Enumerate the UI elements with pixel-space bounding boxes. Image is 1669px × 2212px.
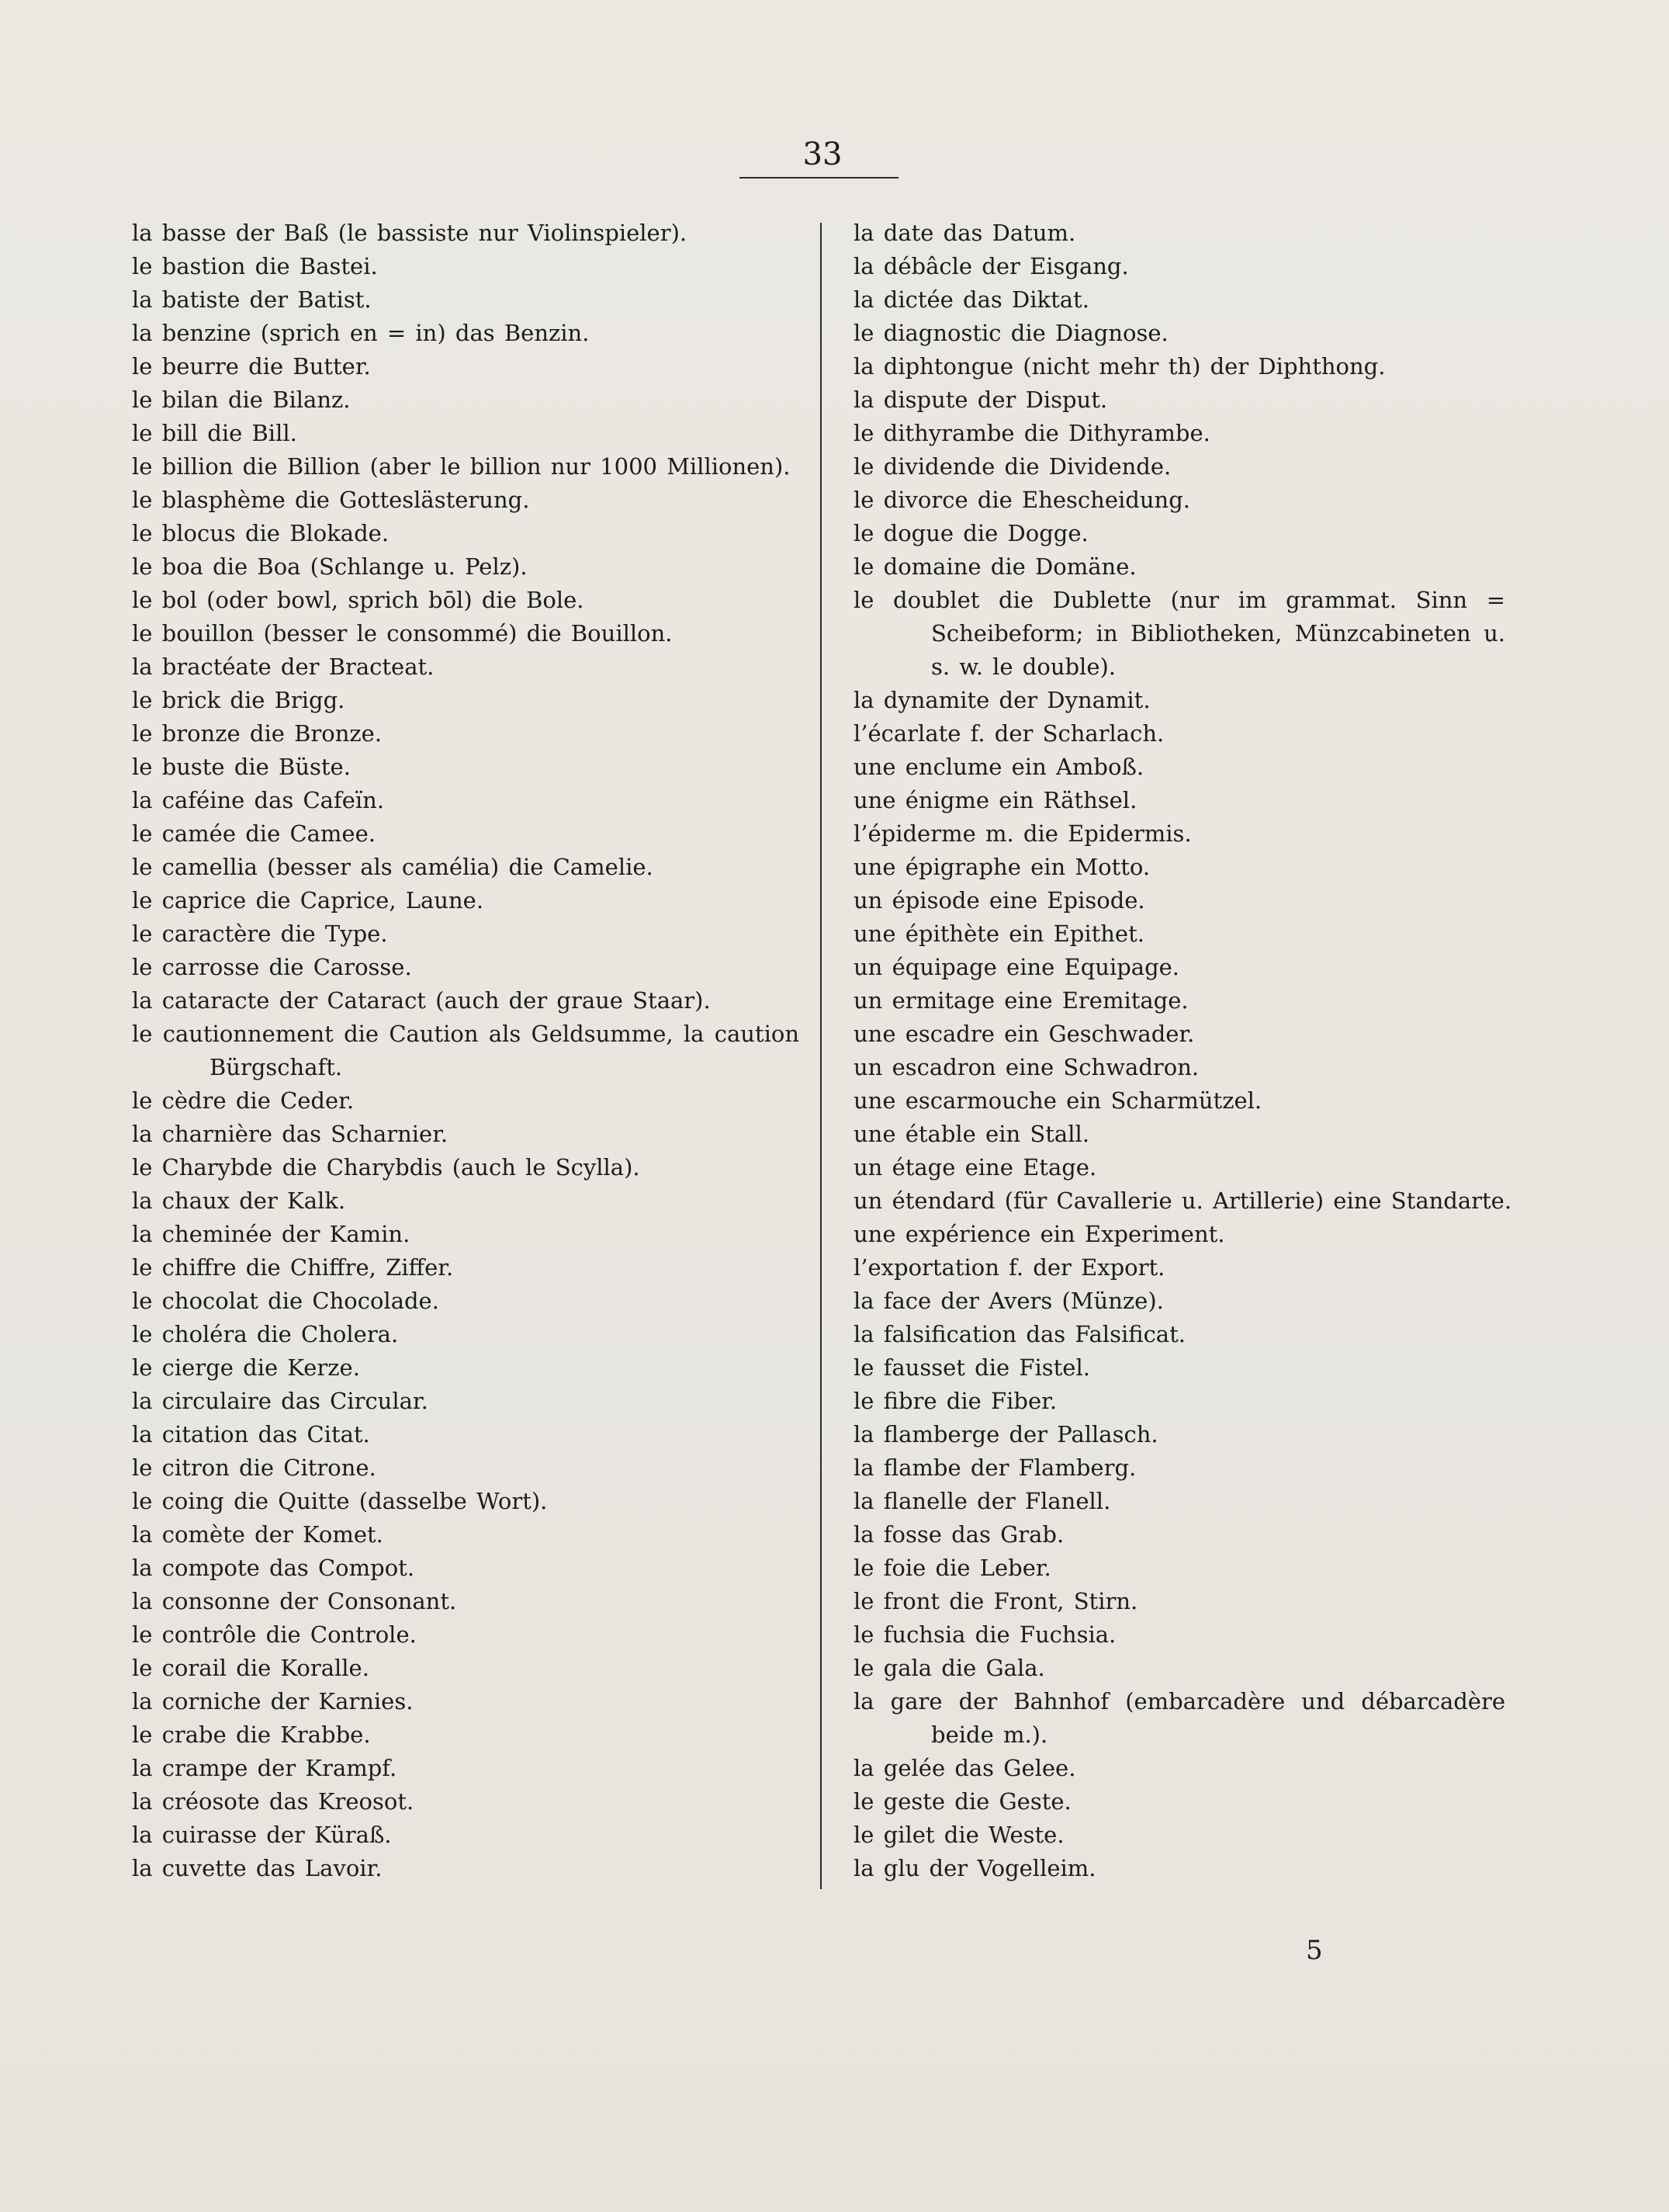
glossary-entry: la comète der Komet. <box>132 1521 383 1548</box>
glossary-entry: le bouillon (besser le consommé) die Bouillon. <box>132 620 673 647</box>
glossary-entry: l’exportation f. der Export. <box>854 1254 1165 1281</box>
glossary-entry: le citron die Citrone. <box>132 1454 376 1481</box>
glossary-entry: la date das Datum. <box>854 220 1076 246</box>
glossary-entry: la flamberge der Pallasch. <box>854 1421 1158 1448</box>
glossary-entry: le dithyrambe die Dithyrambe. <box>854 420 1210 446</box>
glossary-entry: la corniche der Karnies. <box>132 1688 414 1714</box>
glossary-entry: le buste die Büste. <box>132 754 351 780</box>
glossary-entry: le corail die Koralle. <box>132 1655 369 1681</box>
glossary-entry: le chocolat die Chocolade. <box>132 1288 439 1314</box>
glossary-entry: le coing die Quitte (dasselbe Wort). <box>132 1488 548 1514</box>
glossary-entry: la glu der Vogelleim. <box>854 1855 1096 1881</box>
glossary-entry: la cuvette das Lavoir. <box>132 1855 383 1881</box>
glossary-entry: le front die Front, Stirn. <box>854 1588 1138 1614</box>
glossary-entry: le camellia (besser als camélia) die Camelie. <box>132 854 653 880</box>
glossary-entry: la flanelle der Flanell. <box>854 1488 1111 1514</box>
glossary-entry: la falsification das Falsificat. <box>854 1321 1186 1347</box>
page-number: 33 <box>802 137 843 172</box>
glossary-entry: le caractère die Type. <box>132 921 388 947</box>
glossary-entry: la circulaire das Circular. <box>132 1388 428 1414</box>
glossary-entry: le dividende die Dividende. <box>854 453 1172 480</box>
glossary-entry: une étable ein Stall. <box>854 1121 1089 1147</box>
glossary-entry: une enclume ein Amboß. <box>854 754 1144 780</box>
glossary-entry: le blasphème die Gotteslästerung. <box>132 487 530 513</box>
left-column <box>132 217 799 1885</box>
glossary-entry: le gala die Gala. <box>854 1655 1045 1681</box>
glossary-entry: un épisode eine Episode. <box>854 887 1145 914</box>
column-divider <box>820 223 822 1889</box>
glossary-entry: la chaux der Kalk. <box>132 1187 346 1214</box>
glossary-entry: un étendard (für Cavallerie u. Artillerie) eine Standarte. <box>854 1187 1512 1214</box>
glossary-entry: une expérience ein Experiment. <box>854 1221 1225 1247</box>
glossary-entry: une escadre ein Geschwader. <box>854 1021 1195 1047</box>
glossary-entry: la débâcle der Eisgang. <box>854 253 1129 279</box>
glossary-entry: le cierge die Kerze. <box>132 1354 360 1381</box>
glossary-entry: la dispute der Disput. <box>854 387 1108 413</box>
glossary-entry: la fosse das Grab. <box>854 1521 1065 1548</box>
glossary-entry: le fuchsia die Fuchsia. <box>854 1621 1117 1648</box>
glossary-entry: le blocus die Blokade. <box>132 520 390 546</box>
glossary-entry: la cuirasse der Küraß. <box>132 1822 392 1848</box>
glossary-entry: le divorce die Ehescheidung. <box>854 487 1190 513</box>
glossary-entry: un équipage eine Equipage. <box>854 954 1180 980</box>
glossary-entry: la cataracte der Cataract (auch der graue Staar). <box>132 987 711 1014</box>
glossary-entry: le bronze die Bronze. <box>132 720 383 747</box>
glossary-entry: le beurre die Butter. <box>132 353 371 380</box>
glossary-entry: un étage eine Etage. <box>854 1154 1097 1181</box>
glossary-entry: la flambe der Flamberg. <box>854 1454 1137 1481</box>
glossary-entry: la dictée das Diktat. <box>854 286 1089 313</box>
glossary-entry: le geste die Geste. <box>854 1788 1072 1815</box>
glossary-entry: la dynamite der Dynamit. <box>854 687 1151 713</box>
glossary-entry: une énigme ein Räthsel. <box>854 787 1137 813</box>
glossary-entry: la basse der Baß (le bassiste nur Violinspieler). <box>132 220 687 246</box>
glossary-entry: la gelée das Gelee. <box>854 1755 1076 1781</box>
header-rule <box>739 177 899 179</box>
glossary-entry: la compote das Compot. <box>132 1555 415 1581</box>
glossary-entry: le billion die Billion (aber le billion nur 1000 Millionen). <box>132 453 791 480</box>
glossary-entry: le bol (oder bowl, sprich bōl) die Bole. <box>132 587 584 613</box>
glossary-entry: le boa die Boa (Schlange u. Pelz). <box>132 553 528 580</box>
glossary-entry: l’écarlate f. der Scharlach. <box>854 720 1165 747</box>
glossary-entry: le contrôle die Controle. <box>132 1621 417 1648</box>
glossary-entry: le Charybde die Charybdis (auch le Scylla). <box>132 1154 640 1181</box>
glossary-entry: le fausset die Fistel. <box>854 1354 1090 1381</box>
glossary-entry: un ermitage eine Eremitage. <box>854 987 1189 1014</box>
glossary-entry: le diagnostic die Diagnose. <box>854 320 1169 346</box>
glossary-entry: le crabe die Krabbe. <box>132 1721 371 1748</box>
glossary-entry: l’épiderme m. die Epidermis. <box>854 820 1192 847</box>
glossary-entry: la gare der Bahnhof (embarcadère und débarcadère beide m.). <box>854 1688 1505 1748</box>
glossary-entry: une escarmouche ein Scharmützel. <box>854 1087 1262 1114</box>
glossary-entry: le bilan die Bilanz. <box>132 387 351 413</box>
glossary-entry: une épigraphe ein Motto. <box>854 854 1151 880</box>
glossary-entry: le domaine die Domäne. <box>854 553 1137 580</box>
glossary-entry: la consonne der Consonant. <box>132 1588 457 1614</box>
glossary-entry: une épithète ein Epithet. <box>854 921 1144 947</box>
glossary-entry: le carrosse die Carosse. <box>132 954 412 980</box>
glossary-entry: la citation das Citat. <box>132 1421 370 1448</box>
glossary-entry: le chiffre die Chiffre, Ziffer. <box>132 1254 454 1281</box>
glossary-entry: la charnière das Scharnier. <box>132 1121 448 1147</box>
glossary-entry: le doublet die Dublette (nur im grammat. Sinn = Scheibeform; in Bibliotheken, Münzcabineten u. s. w. le double). <box>854 587 1505 680</box>
glossary-entry: la bractéate der Bracteat. <box>132 654 435 680</box>
glossary-entry: le bill die Bill. <box>132 420 297 446</box>
glossary-entry: le dogue die Dogge. <box>854 520 1089 546</box>
glossary-entry: la crampe der Krampf. <box>132 1755 397 1781</box>
glossary-entry: le choléra die Cholera. <box>132 1321 399 1347</box>
glossary-entry: la benzine (sprich en = in) das Benzin. <box>132 320 590 346</box>
glossary-entry: le foie die Leber. <box>854 1555 1051 1581</box>
glossary-entry: la face der Avers (Münze). <box>854 1288 1164 1314</box>
glossary-entry: la créosote das Kreosot. <box>132 1788 414 1815</box>
glossary-entry: le brick die Brigg. <box>132 687 345 713</box>
glossary-entry: le fibre die Fiber. <box>854 1388 1058 1414</box>
glossary-entry: le camée die Camee. <box>132 820 376 847</box>
right-column <box>854 217 1512 1885</box>
glossary-entry: le caprice die Caprice, Laune. <box>132 887 484 914</box>
glossary-entry: le cautionnement die Caution als Geldsumme, la caution Bürgschaft. <box>132 1021 799 1080</box>
glossary-entry: le gilet die Weste. <box>854 1822 1065 1848</box>
glossary-entry: un escadron eine Schwadron. <box>854 1054 1200 1080</box>
signature-number: 5 <box>1306 1935 1323 1966</box>
glossary-entry: le bastion die Bastei. <box>132 253 378 279</box>
glossary-entry: la cheminée der Kamin. <box>132 1221 410 1247</box>
glossary-entry: la batiste der Batist. <box>132 286 372 313</box>
glossary-entry: le cèdre die Ceder. <box>132 1087 355 1114</box>
glossary-entry: la caféine das Cafeïn. <box>132 787 385 813</box>
glossary-entry: la diphtongue (nicht mehr th) der Diphthong. <box>854 353 1386 380</box>
